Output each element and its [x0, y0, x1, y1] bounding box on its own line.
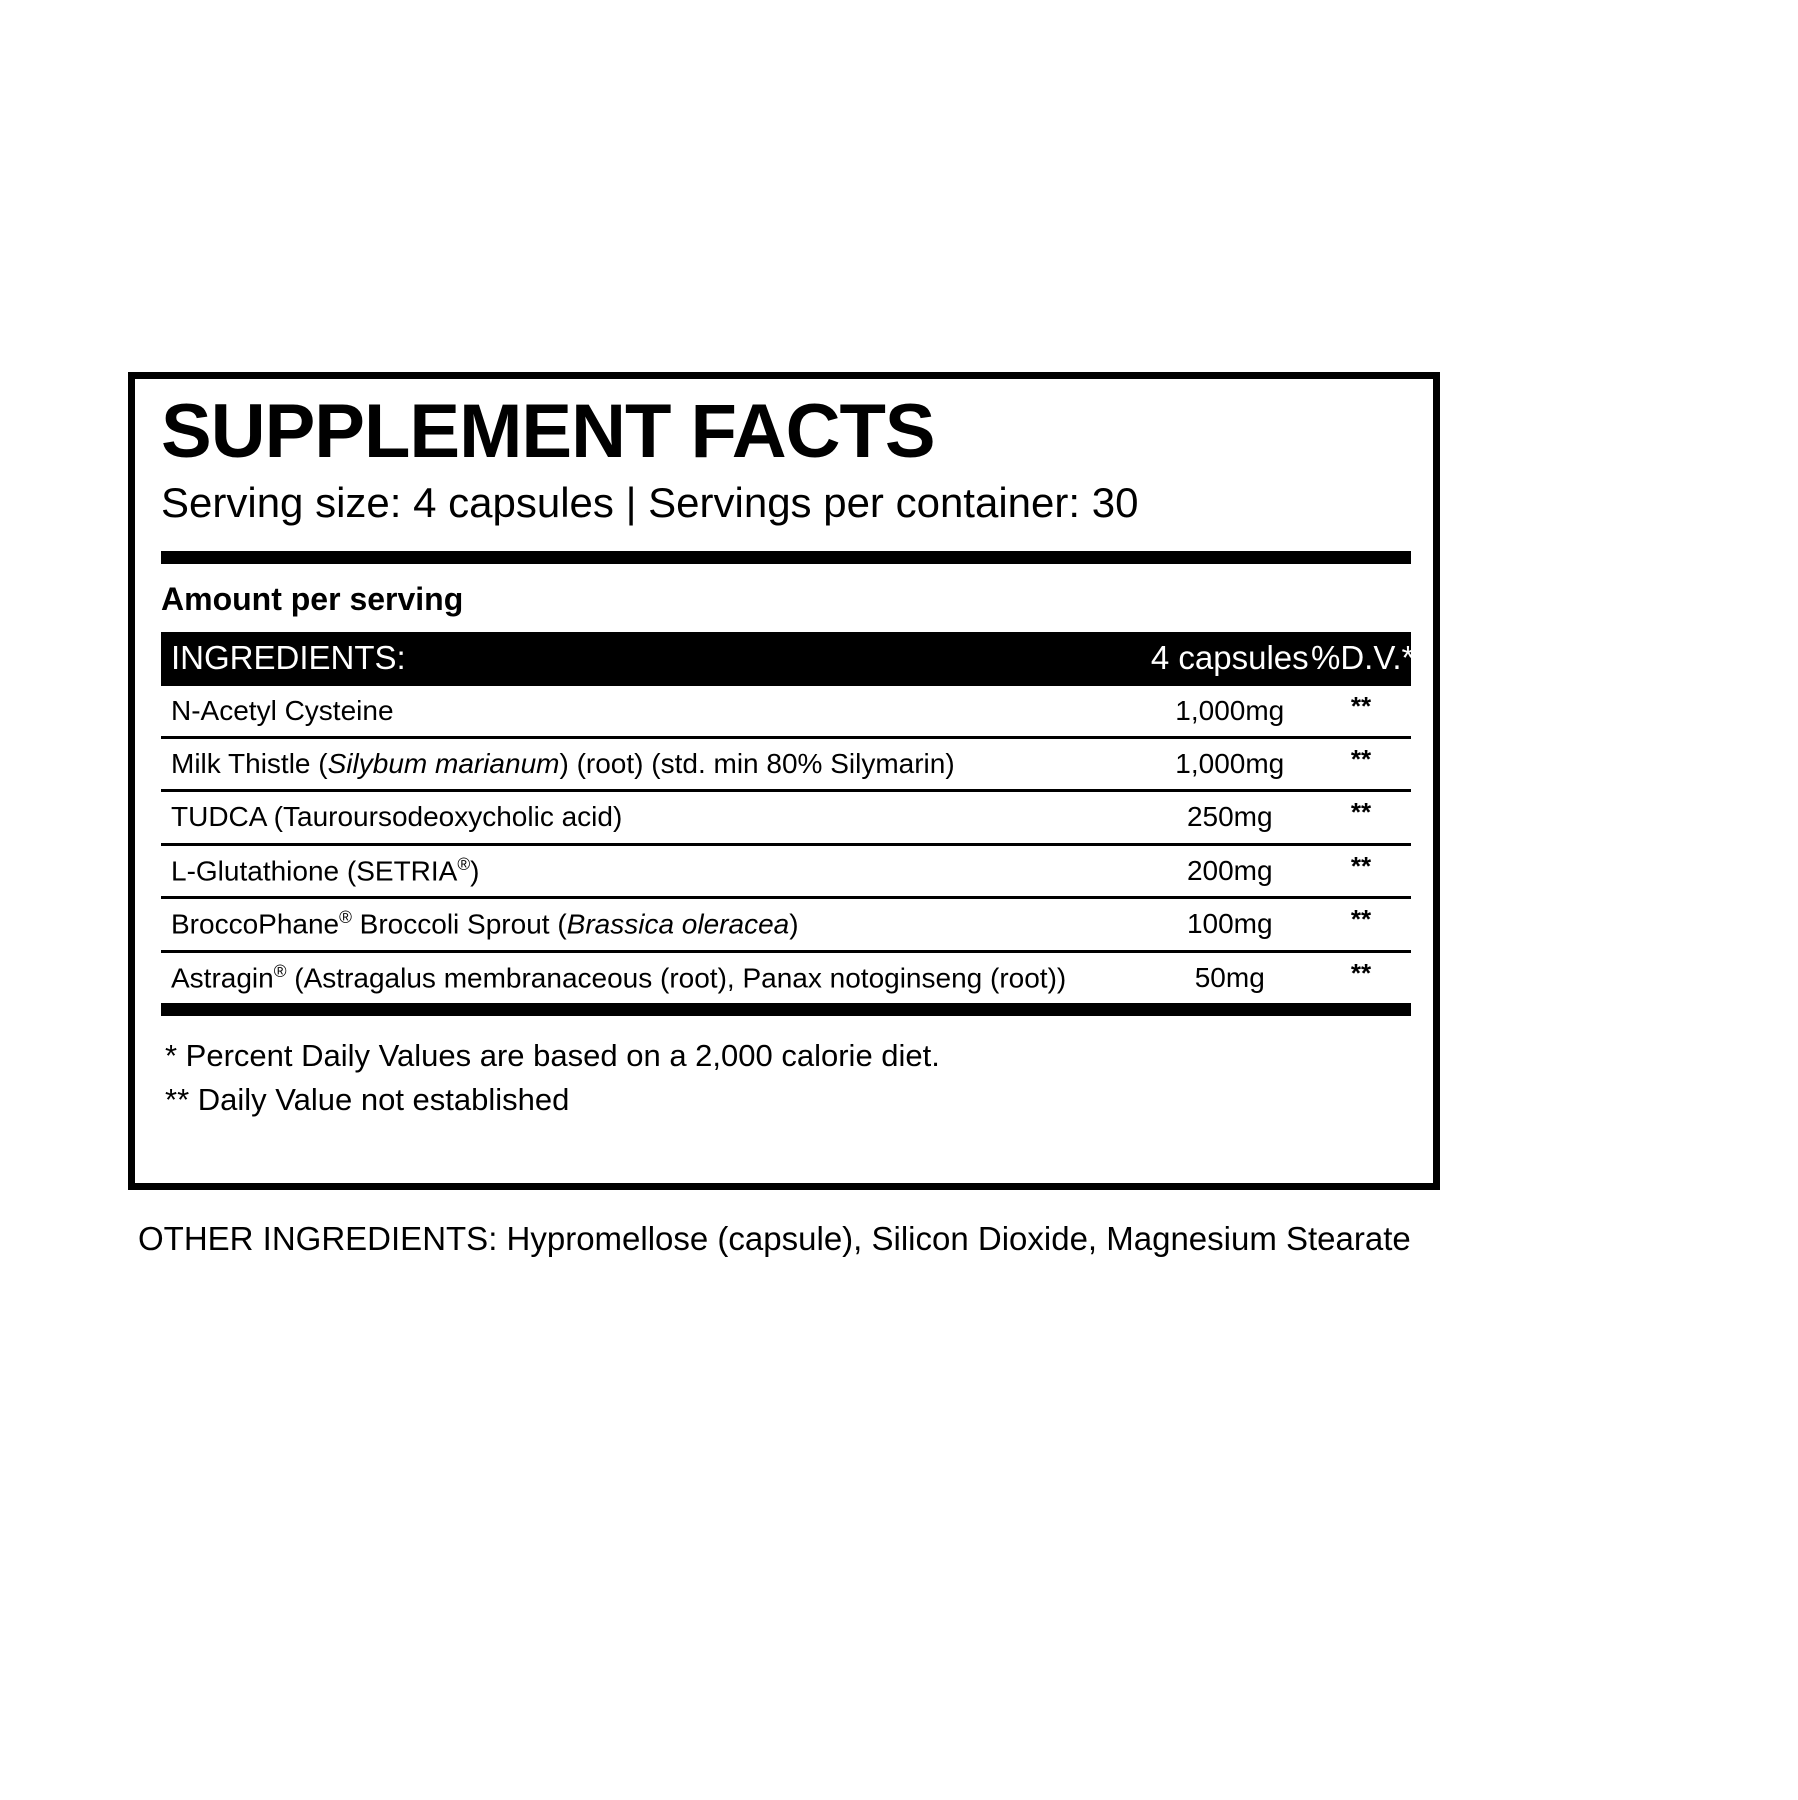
- ingredient-name: BroccoPhane® Broccoli Sprout (Brassica oleracea): [161, 898, 1149, 952]
- ingredient-daily-value: **: [1311, 898, 1411, 952]
- ingredient-name: N-Acetyl Cysteine: [161, 686, 1149, 738]
- ingredient-daily-value: **: [1311, 738, 1411, 791]
- table-row: [161, 898, 1411, 952]
- table-row: [161, 951, 1411, 1003]
- ingredients-table: [161, 632, 1415, 1003]
- serving-info: Serving size: 4 capsules | Servings per container: 30: [161, 478, 1139, 526]
- ingredient-daily-value: **: [1311, 844, 1411, 898]
- table-header-row: [161, 632, 1411, 686]
- ingredient-daily-value: **: [1350, 957, 1372, 988]
- panel-content: [161, 389, 1415, 1122]
- table-row: [161, 738, 1411, 791]
- ingredient-amount: 100mg: [1149, 898, 1312, 952]
- ingredient-name: TUDCA (Tauroursodeoxycholic acid): [161, 791, 1149, 844]
- footnote-dv-not-established: ** Daily Value not established: [165, 1082, 570, 1118]
- ingredient-amount: 250mg: [1149, 791, 1312, 844]
- ingredient-daily-value: **: [1311, 686, 1411, 738]
- other-ingredients: OTHER INGREDIENTS: Hypromellose (capsule), Silicon Dioxide, Magnesium Stearate: [138, 1220, 1411, 1257]
- ingredient-name: Astragin® (Astragalus membranaceous (root), Panax notoginseng (root)): [171, 960, 1067, 993]
- ingredient-amount: 200mg: [1149, 844, 1312, 898]
- table-row: [161, 791, 1411, 844]
- footnotes: [161, 1034, 1411, 1122]
- footnote-daily-values: * Percent Daily Values are based on a 2,000 calorie diet.: [165, 1038, 940, 1074]
- ingredient-name: Milk Thistle (Silybum marianum) (root) (std. min 80% Silymarin): [161, 738, 1149, 791]
- table-row: [161, 844, 1411, 898]
- table-row: [161, 686, 1411, 738]
- ingredient-amount: 1,000mg: [1149, 738, 1312, 791]
- ingredient-amount: 50mg: [1194, 961, 1265, 993]
- column-header-amount: 4 capsules: [1149, 632, 1312, 686]
- column-header-daily-value: %D.V.*: [1311, 632, 1411, 686]
- page-title: SUPPLEMENT FACTS: [161, 389, 935, 474]
- divider-bottom: [161, 1003, 1411, 1016]
- column-header-ingredients: INGREDIENTS:: [161, 632, 1149, 686]
- divider-top: [161, 551, 1411, 564]
- supplement-facts-panel: [128, 372, 1440, 1190]
- amount-per-serving-label: Amount per serving: [161, 581, 464, 618]
- ingredient-daily-value: **: [1311, 791, 1411, 844]
- ingredient-amount: 1,000mg: [1149, 686, 1312, 738]
- ingredient-name: L-Glutathione (SETRIA®): [161, 844, 1149, 898]
